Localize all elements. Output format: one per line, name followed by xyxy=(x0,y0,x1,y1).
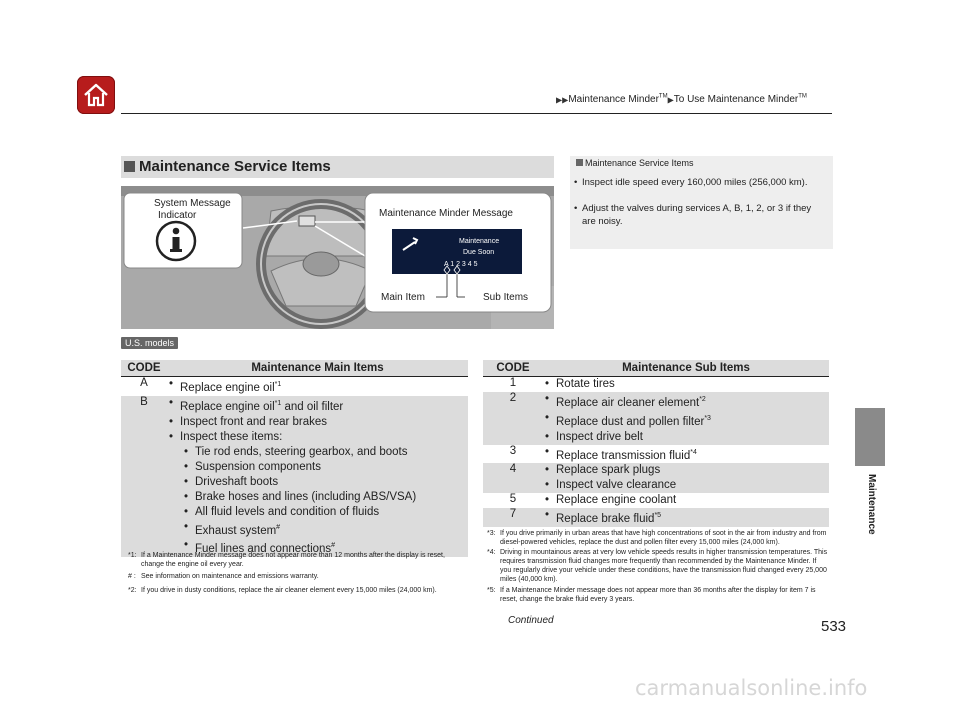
list-item: • Replace brake fluid$^{*5}$ xyxy=(545,509,662,526)
breadcrumb-item-maintenance-minder[interactable]: Maintenance Minder™ xyxy=(568,94,668,106)
list-item: • Inspect front and rear brakes xyxy=(169,415,328,428)
chapter-tab-label: Maintenance xyxy=(866,474,877,535)
sub-list-item: • Suspension components xyxy=(184,460,321,473)
header-divider xyxy=(121,113,832,114)
breadcrumb-item-to-use[interactable]: To Use Maintenance Minder™ xyxy=(673,94,807,106)
display-line-2: Due Soon xyxy=(463,249,495,256)
sub-list-item: • Fuel lines and connections# xyxy=(184,539,336,556)
row-items xyxy=(543,392,829,445)
row-code: A xyxy=(140,377,148,389)
breadcrumb-arrow-icon: ▶▶ xyxy=(556,95,569,105)
list-item: • Replace transmission fluid$^{*4}$ xyxy=(545,445,697,462)
watermark: carmanualsonline.info xyxy=(635,676,868,700)
continued-label: Continued xyxy=(508,615,554,626)
sub-list-item: • Brake hoses and lines (including ABS/VSA) xyxy=(184,490,417,503)
row-code: 2 xyxy=(483,392,543,445)
sub-list-item: • Driveshaft boots xyxy=(184,475,279,488)
row-code: 3 xyxy=(509,444,517,457)
side-note-item: • Adjust the valves during services A, B, 1, 2, or 3 if they are noisy. xyxy=(574,203,812,227)
section-heading: Maintenance Service Items xyxy=(121,156,554,178)
footnote: *1: If a Maintenance Minder message does not appear more than 12 months after the display is reset, change the engine oil every year. xyxy=(128,552,445,568)
table-row xyxy=(121,377,468,396)
row-code: B xyxy=(121,396,167,557)
main-items-table xyxy=(121,360,468,557)
footnote: *2: If you drive in dusty conditions, replace the air cleaner element every 15,000 miles (24,000 km). xyxy=(128,587,437,594)
column-header-code: CODE xyxy=(121,360,167,377)
display-codes: A 1 2 3 4 5 xyxy=(444,261,478,268)
footnote: *5: If a Maintenance Minder message does not appear more than 36 months after the display for item 7 is reset, change the brake fluid every 3 years. xyxy=(487,587,816,603)
sub-items-table xyxy=(483,360,829,527)
row-items xyxy=(543,463,829,493)
list-item: • Inspect valve clearance xyxy=(545,479,677,492)
side-note-title: Maintenance Service Items xyxy=(576,158,694,168)
list-item: • Inspect these items: xyxy=(169,430,283,443)
row-items xyxy=(543,493,829,508)
row-items xyxy=(543,445,829,464)
region-badge: U.S. models xyxy=(121,337,178,349)
display-line-1: Maintenance xyxy=(459,238,500,245)
home-icon xyxy=(82,81,110,109)
dashboard-drawing xyxy=(121,186,554,329)
side-note-item: • Inspect idle speed every 160,000 miles (256,000 km). xyxy=(574,177,808,188)
section-square-icon xyxy=(124,161,135,172)
sub-list-item: • Tie rod ends, steering gearbox, and boots xyxy=(184,445,408,458)
main-item-label: Main Item xyxy=(381,292,425,303)
list-item: • Replace engine oil$^{*1}$ xyxy=(169,378,282,394)
dashboard-illustration xyxy=(121,186,554,329)
list-item: • Replace engine coolant xyxy=(545,494,677,507)
list-item: • Replace air cleaner element$^{*2}$ xyxy=(545,393,706,409)
minder-message-label: Maintenance Minder Message xyxy=(379,208,513,219)
footnote: # : See information on maintenance and emissions warranty. xyxy=(128,573,319,580)
row-code: 4 xyxy=(483,463,543,493)
table-row xyxy=(483,392,829,445)
note-marker-icon xyxy=(576,159,583,166)
sub-list-item: • All fluid levels and condition of fluids xyxy=(184,505,380,518)
sub-list-item: • Exhaust system# xyxy=(184,520,281,537)
table-row xyxy=(121,396,468,557)
system-message-label-2: Indicator xyxy=(158,210,197,221)
list-item: • Replace engine oil$^{*1}$ and oil filter xyxy=(169,396,344,413)
column-header-sub-items: Maintenance Sub Items xyxy=(543,360,829,377)
table-row xyxy=(483,508,829,527)
column-header-code: CODE xyxy=(483,360,543,377)
list-item: • Replace dust and pollen filter$^{*3}$ xyxy=(545,411,711,428)
footnote: *3: If you drive primarily in urban areas that have high concentrations of soot in the air from industry and from diesel-powered vehicles, replace the dust and pollen filter every 15,000 miles (24,000 km). xyxy=(487,530,827,546)
list-item: • Inspect drive belt xyxy=(545,430,643,443)
side-note xyxy=(570,156,833,249)
table-row xyxy=(483,463,829,493)
sub-items-label: Sub Items xyxy=(483,292,529,303)
row-code: 7 xyxy=(483,508,543,527)
row-code: 1 xyxy=(509,377,517,389)
breadcrumb-arrow-icon: ▶ xyxy=(667,95,674,105)
row-items xyxy=(167,377,468,396)
chapter-tab[interactable] xyxy=(855,408,885,466)
column-header-main-items: Maintenance Main Items xyxy=(167,360,468,377)
table-header-row xyxy=(483,360,829,377)
row-code: 5 xyxy=(509,493,517,506)
system-message-label: System Message xyxy=(154,198,231,209)
row-items xyxy=(167,396,468,557)
table-header-row xyxy=(121,360,468,377)
row-items xyxy=(543,508,829,527)
row-items xyxy=(543,377,829,393)
table-row xyxy=(483,493,829,508)
footnote: *4: Driving in mountainous areas at very low vehicle speeds results in higher transmission temperatures. This requires transmission fluid changes more frequently than recommended by the Maintenance Minder. If you regularly drive your vehicle under these conditions, have the transmission fluid changed every 25,000 miles (40,000 km). xyxy=(487,549,828,583)
breadcrumb xyxy=(556,94,807,105)
home-button[interactable] xyxy=(77,76,115,114)
table-row xyxy=(483,377,829,393)
page-number: 533 xyxy=(821,618,847,635)
list-item: • Rotate tires xyxy=(545,378,615,390)
table-row xyxy=(483,445,829,464)
list-item: • Replace spark plugs xyxy=(545,464,661,477)
